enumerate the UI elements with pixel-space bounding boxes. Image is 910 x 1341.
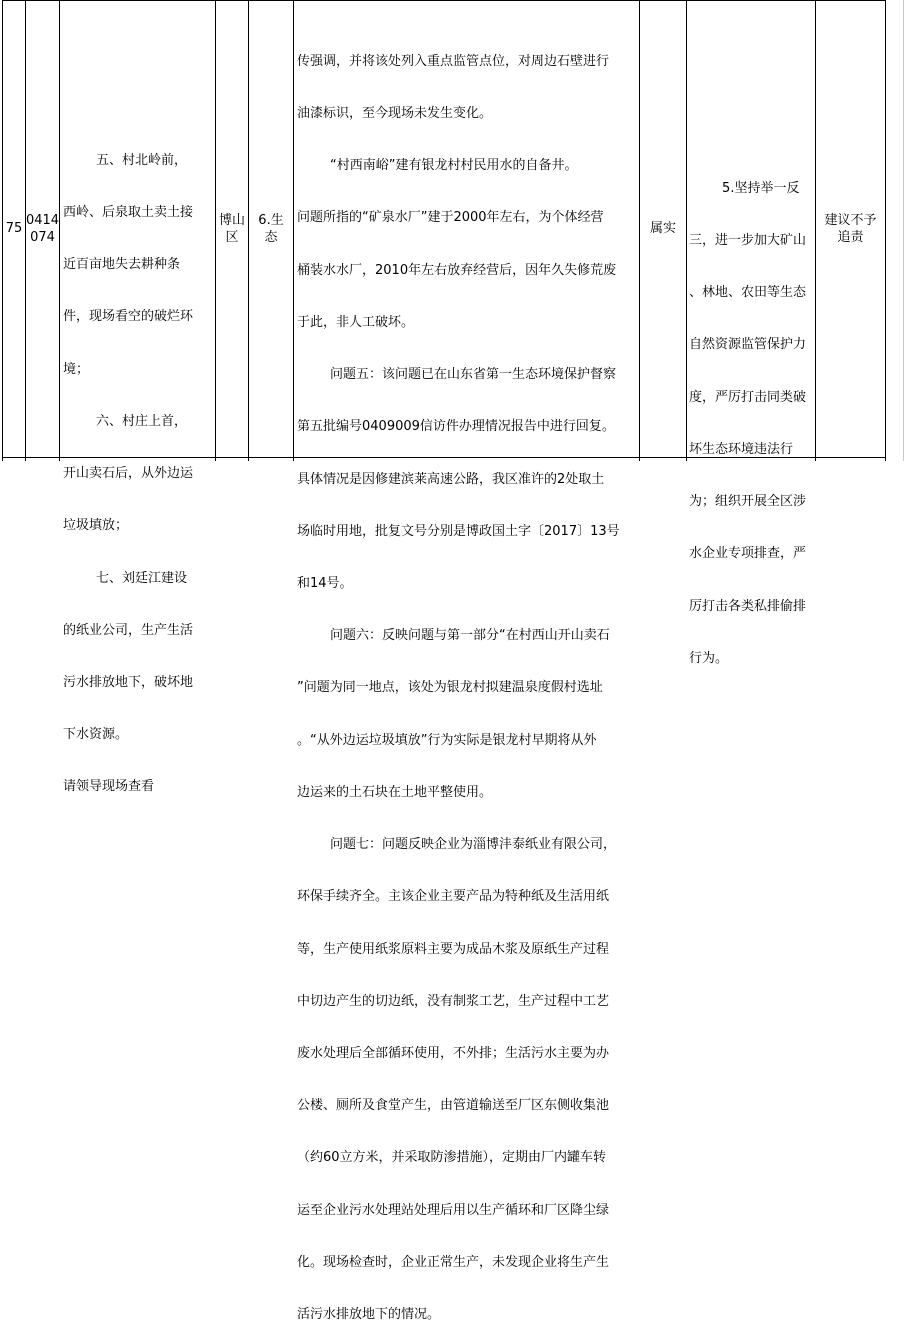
measure-line: 厉打击各类私排偷排: [689, 598, 807, 614]
cell-requests: [63, 117, 193, 813]
cell-seq: [3, 0, 25, 457]
cell-accountability: [816, 0, 885, 457]
finding-line: 问题五：该问题已在山东省第一生态环境保护督察: [297, 367, 617, 383]
request-line: 西岭、后泉取土卖土接: [63, 205, 194, 221]
request-line: 请领导现场查看: [63, 779, 155, 795]
finding-line: 环保手续齐全。主该企业主要产品为特种纸及生活用纸: [297, 889, 610, 905]
request-line: 下水资源。: [63, 727, 129, 743]
col-divider: [885, 0, 886, 461]
cell-district: [216, 0, 248, 457]
measure-line: 水企业专项排查，严: [689, 546, 807, 562]
finding-line: 桶装水水厂，2010年左右放弃经营后，因年久失修荒废: [297, 262, 617, 278]
accountability-line: 追责: [837, 229, 864, 245]
accountability-line: 建议不予: [824, 212, 877, 228]
finding-line: “村西南峪”建有银龙村村民用水的自备井。: [297, 158, 578, 174]
category-line: 6.生: [258, 212, 284, 228]
request-line: 六、村庄上首，: [63, 413, 188, 429]
finding-line: 场临时用地，批复文号分别是博政国土字〔2017〕13号: [297, 523, 620, 539]
finding-line: 中切边产生的切边纸，没有制浆工艺，生产过程中工艺: [297, 993, 610, 1009]
finding-line: 于此，非人工破坏。: [297, 314, 415, 330]
request-line: 五、村北岭前，: [63, 152, 188, 168]
finding-line: 化。现场检查时，企业正常生产，未发现企业将生产生: [297, 1254, 610, 1270]
finding-line: 问题七：问题反映企业为淄博沣泰纸业有限公司，: [297, 837, 617, 853]
request-line: 的纸业公司，生产生活: [63, 622, 194, 638]
col-divider: [686, 0, 687, 461]
measure-line: 度，严厉打击同类破: [689, 389, 807, 405]
seq-number: 75: [5, 221, 23, 236]
cell-verdict: [640, 0, 686, 457]
measure-line: 行为。: [689, 650, 729, 666]
request-line: 垃圾填放；: [63, 518, 129, 534]
col-divider-faint: [903, 0, 904, 461]
finding-line: 废水处理后全部循环使用，不外排；生活污水主要为办: [297, 1045, 610, 1061]
code-line: 074: [30, 229, 55, 245]
border-top: [2, 0, 886, 1]
finding-line: 。“从外边运垃圾填放”行为实际是银龙村早期将从外: [297, 732, 597, 748]
request-line: 件，现场看空的破烂环: [63, 309, 194, 325]
cell-category: [249, 0, 293, 457]
code-line: 0414: [25, 212, 60, 228]
request-line: 七、刘廷江建设: [63, 570, 188, 586]
finding-line: ”问题为同一地点，该处为银龙村拟建温泉度假村选址: [297, 680, 603, 696]
finding-line: 传强调，并将该处列入重点监管点位，对周边石壁进行: [297, 53, 610, 69]
measure-line: 三，进一步加大矿山: [689, 233, 807, 249]
request-line: 境；: [63, 361, 90, 377]
measure-line: 自然资源监管保护力: [689, 337, 807, 353]
finding-line: 边运来的土石块在土地平整使用。: [297, 784, 493, 800]
col-divider: [59, 0, 60, 461]
cell-measures: [689, 145, 806, 685]
finding-line: 油漆标识，至今现场未发生变化。: [297, 106, 493, 122]
finding-line: 第五批编号0409009信访件办理情况报告中进行回复。: [297, 419, 615, 435]
district-line: 区: [225, 229, 239, 245]
district-line: 博山: [218, 212, 245, 228]
measure-line: 为；组织开展全区涉: [689, 494, 807, 510]
finding-line: 等，生产使用纸浆原料主要为成品木浆及原纸生产过程: [297, 941, 610, 957]
measure-line: 5.坚持举一反: [689, 180, 800, 196]
request-line: 近百亩地失去耕种条: [63, 257, 181, 273]
finding-line: 具体情况是因修建滨莱高速公路，我区准许的2处取土: [297, 471, 605, 487]
measure-line: 坏生态环境违法行: [689, 441, 794, 457]
cell-code: [26, 0, 59, 457]
finding-line: 运至企业污水处理站处理后用以生产循环和厂区降尘绿: [297, 1202, 610, 1218]
finding-line: 活污水排放地下的情况。: [297, 1307, 441, 1323]
finding-line: 问题所指的“矿泉水厂”建于2000年左右，为个体经营: [297, 210, 604, 226]
cell-findings: [297, 18, 620, 1341]
measure-line: 、林地、农田等生态: [689, 285, 807, 301]
finding-line: 问题六：反映问题与第一部分“在村西山开山卖石: [297, 628, 610, 644]
category-line: 态: [264, 229, 278, 245]
request-line: 污水排放地下，破坏地: [63, 675, 194, 690]
finding-line: 公楼、厕所及食堂产生，由管道输送至厂区东侧收集池: [297, 1098, 610, 1114]
request-line: 开山卖石后，从外边运: [63, 466, 194, 482]
finding-line: 和14号。: [297, 576, 353, 591]
verdict-text: 属实: [649, 221, 676, 236]
col-divider: [293, 0, 294, 461]
finding-line: （约60立方米，并采取防渗措施），定期由厂内罐车转: [297, 1150, 607, 1166]
